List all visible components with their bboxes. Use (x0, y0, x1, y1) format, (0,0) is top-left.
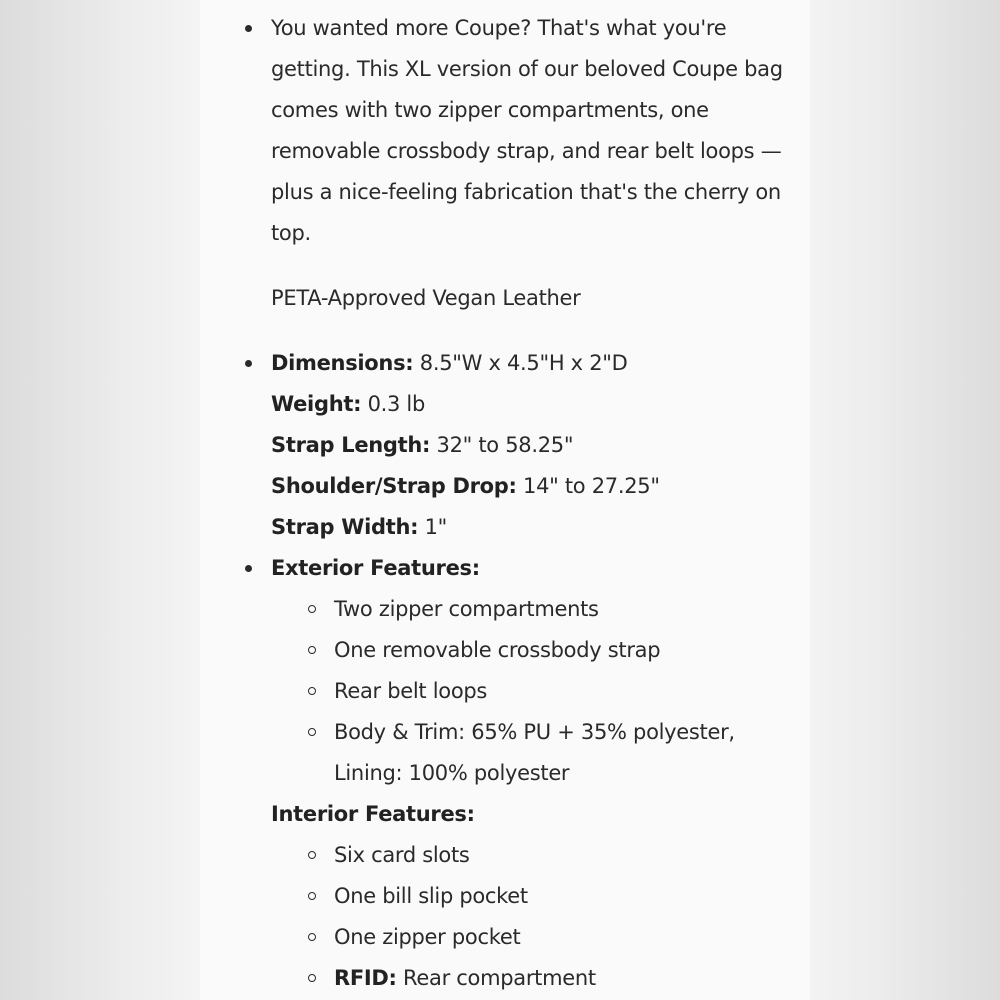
right-margin-blur (800, 0, 1000, 1000)
exterior-feature (200, 589, 810, 630)
material-line (200, 278, 810, 319)
spec-label: Shoulder/Strap Drop: (271, 474, 517, 498)
interior-feature-text: One bill slip pocket (334, 884, 528, 908)
spec-value: 8.5"W x 4.5"H x 2"D (413, 351, 628, 375)
exterior-feature (200, 630, 810, 671)
spec-strap-drop (271, 466, 810, 507)
spec-label: Strap Width: (271, 515, 419, 539)
spec-value: 14" to 27.25" (516, 474, 660, 498)
exterior-feature (200, 671, 810, 712)
interior-feature (200, 876, 810, 917)
interior-feature (200, 835, 810, 876)
interior-heading: Interior Features: (271, 802, 475, 826)
intro-list-item (200, 8, 810, 254)
spec-label: Strap Length: (271, 433, 431, 457)
spec-value: 1" (418, 515, 448, 539)
exterior-feature (200, 712, 810, 794)
spec-weight (271, 384, 810, 425)
interior-feature (200, 917, 810, 958)
spec-label: Weight: (271, 392, 362, 416)
interior-features-heading-line (200, 794, 810, 835)
exterior-feature-text: Rear belt loops (334, 679, 488, 703)
rfid-value: Rear compartment (396, 966, 596, 990)
product-description (200, 8, 810, 999)
spec-strap-width (271, 507, 810, 548)
left-margin-blur (0, 0, 200, 1000)
interior-feature-rfid (200, 958, 810, 999)
specs-list-item (200, 343, 810, 548)
intro-text: You wanted more Coupe? That's what you're getting. This XL version of our beloved Coupe bag comes with two zipper compartments, one removable crossbody strap, and rear belt loops — plus a nice-feeling fabrication that's the cherry on top. (271, 16, 783, 245)
interior-feature-text: Six card slots (334, 843, 470, 867)
interior-feature-text: One zipper pocket (334, 925, 521, 949)
spec-value: 32" to 58.25" (430, 433, 574, 457)
material-text: PETA-Approved Vegan Leather (271, 286, 581, 310)
spec-dimensions (271, 343, 810, 384)
spec-value: 0.3 lb (361, 392, 425, 416)
exterior-feature-text: One removable crossbody strap (334, 638, 661, 662)
exterior-feature-text: Body & Trim: 65% PU + 35% polyester, Lining: 100% polyester (334, 720, 735, 785)
rfid-label: RFID: (334, 966, 397, 990)
exterior-heading: Exterior Features: (271, 556, 480, 580)
exterior-features-item (200, 548, 810, 589)
product-description-panel (200, 0, 810, 1000)
spec-strap-length (271, 425, 810, 466)
spec-label: Dimensions: (271, 351, 414, 375)
exterior-feature-text: Two zipper compartments (334, 597, 599, 621)
